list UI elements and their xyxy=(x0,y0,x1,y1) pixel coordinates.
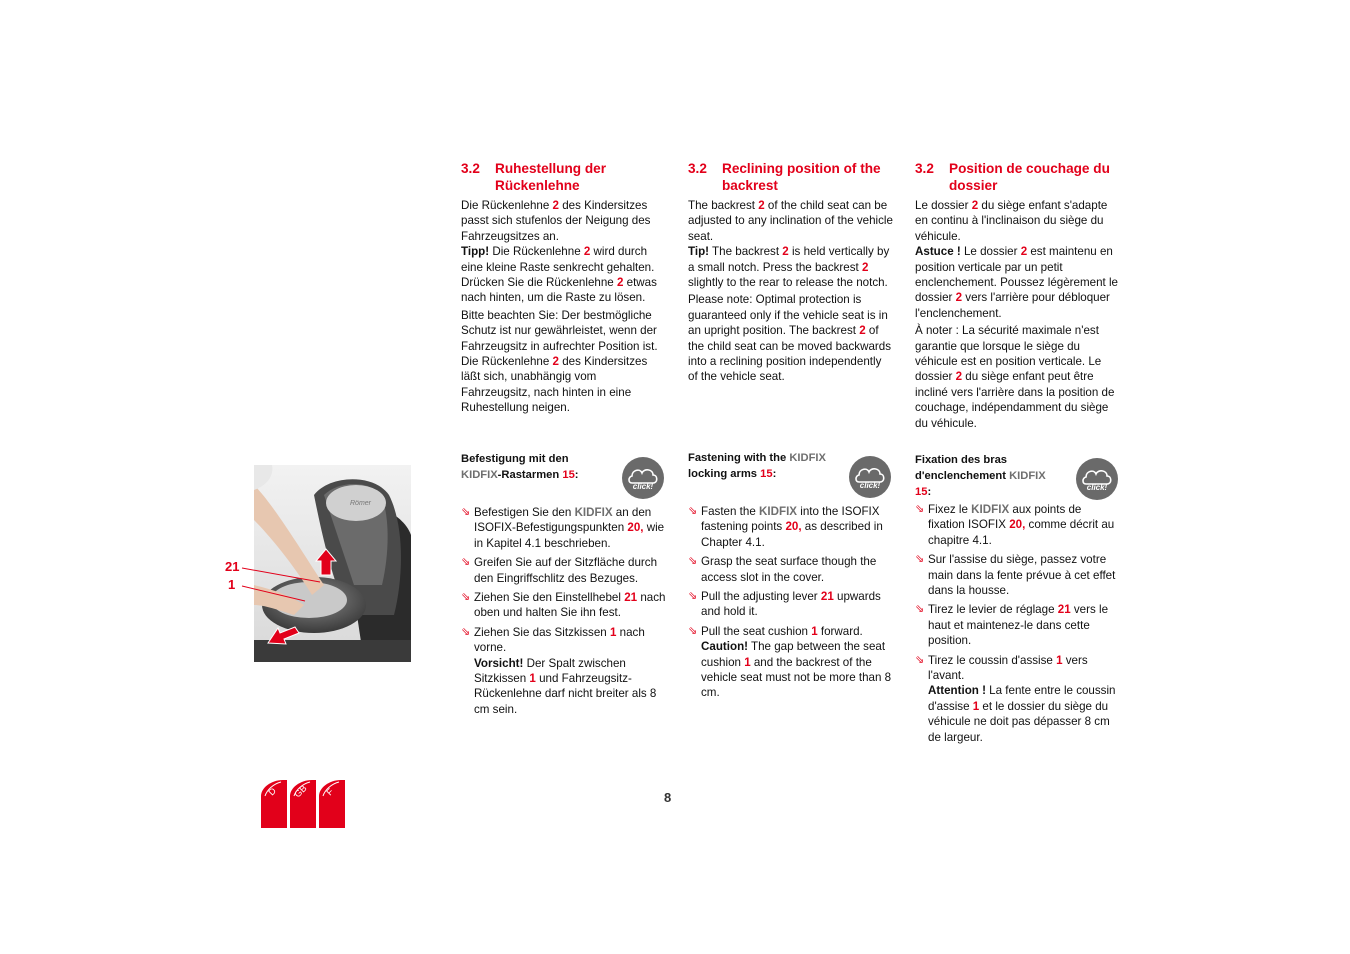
lang-tab-gb xyxy=(290,780,316,828)
section-heading: Ruhestellung der Rückenlehne xyxy=(495,161,607,193)
step-arrow-icon: ⇘ xyxy=(688,505,698,517)
step-arrow-icon: ⇘ xyxy=(688,555,698,568)
fastening-de xyxy=(461,451,666,721)
svg-text:click!: click! xyxy=(859,481,881,490)
french-section xyxy=(915,160,1120,431)
lang-tab-f xyxy=(319,780,345,828)
intro-paragraph: The backrest 2 of the child seat can be adjusted to any inclination of the vehicle seat. xyxy=(688,199,893,243)
child-seat-photo xyxy=(254,465,411,662)
click-icon xyxy=(1076,458,1118,500)
step-arrow-icon: ⇘ xyxy=(461,591,471,604)
section-title-gb xyxy=(688,160,893,194)
tip-paragraph: Tip! The backrest 2 is held vertically by a small notch. Press the backrest 2 slightly to the rear to release the notch. xyxy=(688,245,890,290)
intro-paragraph: Le dossier 2 du siège enfant s'adapte en continu à l'inclinaison du siège du véhicule. xyxy=(915,199,1108,243)
list-item: ⇘ Ziehen Sie den Einstellhebel 21 nach oben und halten Sie ihn fest. xyxy=(461,591,666,620)
fastening-gb xyxy=(688,450,893,705)
tip-paragraph: Tipp! Die Rückenlehne 2 wird durch eine kleine Raste senkrecht gehalten. Drücken Sie die Rückenlehne 2 etwas nach hinten, um die Raste zu lösen. xyxy=(461,245,657,305)
callout-1: 1 xyxy=(228,577,236,592)
step-arrow-icon: ⇘ xyxy=(688,590,698,603)
german-section xyxy=(461,160,666,416)
section-number: 3.2 xyxy=(461,161,480,176)
step-arrow-icon: ⇘ xyxy=(915,503,925,515)
step-arrow-icon: ⇘ xyxy=(915,553,925,566)
section-title-fr xyxy=(915,160,1120,194)
list-item: ⇘ Tirez le levier de réglage 21 vers le haut et maintenez-le dans cette position. xyxy=(915,603,1109,648)
section-number: 3.2 xyxy=(688,161,707,176)
list-item: ⇘ Pull the seat cushion 1 forward. Caution! The gap between the seat cushion 1 and the backrest of the vehicle seat must not be more than 8 cm. xyxy=(688,624,892,700)
step-arrow-icon: ⇘ xyxy=(688,624,698,637)
step-arrow-icon: ⇘ xyxy=(461,625,471,638)
step-arrow-icon: ⇘ xyxy=(461,556,471,569)
list-item: ⇘ Tirez le coussin d'assise 1 vers l'avant. Attention ! La fente entre le coussin d'assise 1 et le dossier du siège du véhicule ne doit pas dépasser 8 cm de largeur. xyxy=(915,653,1116,744)
svg-text:click!: click! xyxy=(1086,483,1108,492)
list-item: ⇘ Befestigen Sie den KIDFIX an den ISOFIX-Befestigungspunkten 20, wie in Kapitel 4.1 beschrieben. xyxy=(461,506,665,550)
list-item: ⇘ Greifen Sie auf der Sitzfläche durch den Eingriffschlitz des Bezuges. xyxy=(461,556,658,585)
section-heading: Reclining position of the backrest xyxy=(722,161,881,193)
fastening-heading: Befestigung mit den KIDFIX-Rastarmen 15: xyxy=(461,453,579,481)
lang-tab-label-f: F xyxy=(324,786,336,798)
language-tabs xyxy=(259,778,349,830)
list-item: ⇘ Sur l'assise du siège, passez votre main dans la fente prévue à cet effet dans la housse. xyxy=(915,553,1116,598)
intro-paragraph: Die Rückenlehne 2 des Kindersitzes passt sich stufenlos der Neigung des Fahrzeugsitzes an. xyxy=(461,199,651,243)
section-title-de xyxy=(461,160,666,194)
lang-tab-d xyxy=(261,780,287,828)
step-arrow-icon: ⇘ xyxy=(915,603,925,616)
page-number: 8 xyxy=(664,790,672,805)
tip-paragraph: Astuce ! Le dossier 2 est maintenu en position verticale par un petit enclenchement. Poussez légèrement le dossier 2 vers l'arrière pour débloquer l'enclenchement. xyxy=(915,245,1119,320)
lang-tab-label-d: D xyxy=(266,785,279,798)
lang-tab-label-gb: GB xyxy=(292,783,309,800)
note-paragraph: Please note: Optimal protection is guaranteed only if the vehicle seat is in an upright position. The backrest 2 of the child seat can be moved backwards into a reclining position independently of the vehicle seat. xyxy=(688,293,892,384)
step-arrow-icon: ⇘ xyxy=(915,653,925,666)
click-icon xyxy=(849,456,891,498)
callout-21: 21 xyxy=(225,559,240,574)
list-item: ⇘ Grasp the seat surface though the access slot in the cover. xyxy=(688,555,877,584)
list-item: ⇘ Pull the adjusting lever 21 upwards and hold it. xyxy=(688,590,881,619)
fastening-heading: Fastening with the KIDFIX locking arms 15: xyxy=(688,452,826,480)
english-section xyxy=(688,160,893,385)
section-heading: Position de couchage du dossier xyxy=(949,161,1110,193)
fastening-fr xyxy=(915,452,1120,749)
fastening-heading: Fixation des bras d'enclenchement KIDFIX 15: xyxy=(915,454,1046,498)
step-arrow-icon: ⇘ xyxy=(461,506,471,518)
svg-text:click!: click! xyxy=(632,482,654,491)
click-icon xyxy=(622,457,664,499)
list-item: ⇘ Fasten the KIDFIX into the ISOFIX fastening points 20, as described in Chapter 4.1. xyxy=(688,505,883,549)
note-paragraph: Bitte beachten Sie: Der bestmögliche Schutz ist nur gewährleistet, wenn der Fahrzeugsitz in aufrechter Position ist. Die Rückenlehne 2 des Kindersitzes läßt sich, unabhängig vom Fahrzeugsitz, nach hinten in eine Ruhestellung neigen. xyxy=(461,308,658,415)
list-item: ⇘ Ziehen Sie das Sitzkissen 1 nach vorne. Vorsicht! Der Spalt zwischen Sitzkissen 1 und Fahrzeugsitz-Rückenlehne darf nicht breiter als 8 cm sein. xyxy=(461,625,657,716)
list-item: ⇘ Fixez le KIDFIX aux points de fixation ISOFIX 20, comme décrit au chapitre 4.1. xyxy=(915,503,1115,547)
callout-lines xyxy=(240,565,330,605)
note-paragraph: À noter : La sécurité maximale n'est garantie que lorsque le siège du véhicule est en position verticale. Le dossier 2 du siège enfant peut être incliné vers l'arrière dans la position de couchage, indépendamment du siège du véhicule. xyxy=(915,324,1115,430)
section-number: 3.2 xyxy=(915,161,934,176)
svg-text:Römer: Römer xyxy=(350,500,372,507)
